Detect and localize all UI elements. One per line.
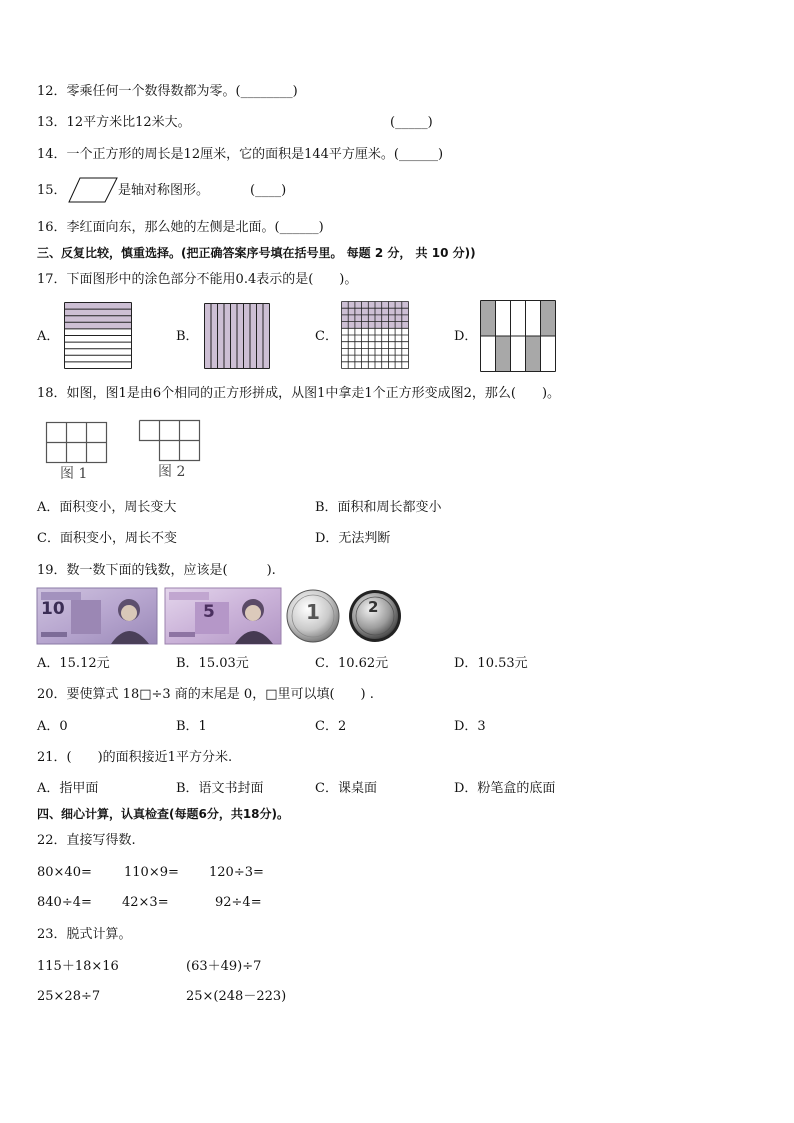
q17-figure-b — [204, 303, 270, 369]
q19-option-a: A．15.12元 — [37, 656, 110, 671]
q17-option-d: D． — [454, 329, 478, 344]
q18-figure-1-label: 图 1 — [60, 466, 88, 482]
q12: 12．零乘任何一个数得数都为零。(________) — [37, 84, 298, 99]
q22-item: 110×9= — [124, 865, 179, 880]
parallelogram-figure — [68, 177, 118, 203]
q14: 14．一个正方形的周长是12厘米，它的面积是144平方厘米。(______) — [37, 147, 444, 162]
q17-figure-d — [480, 300, 556, 372]
q22: 22．直接写得数. — [37, 833, 136, 848]
q17-option-a: A． — [37, 329, 60, 344]
q21: 21．( )的面积接近1平方分米. — [37, 750, 233, 765]
q22-item: 120÷3= — [209, 865, 264, 880]
q22-item: 92÷4= — [215, 895, 262, 910]
section3-title: 三、反复比较，慎重选择。(把正确答案序号填在括号里。 每题 2 分， 共 10 分)) — [37, 246, 476, 260]
q18-figure-2-label: 图 2 — [158, 464, 186, 480]
q18-option-b: B．面积和周长都变小 — [315, 500, 442, 515]
q21-option-d: D．粉笔盒的底面 — [454, 781, 556, 796]
five-yuan-note — [165, 588, 281, 644]
q23-item: 25×(248－223) — [186, 989, 287, 1004]
q20-option-d: D．3 — [454, 719, 486, 734]
q23-item: 115＋18×16 — [37, 959, 119, 974]
q19-option-d: D．10.53元 — [454, 656, 528, 671]
q20: 20．要使算式 18□÷3 商的末尾是 0，□里可以填( ) . — [37, 687, 374, 702]
q23-item: 25×28÷7 — [37, 989, 101, 1004]
ten-yuan-value: 10 — [41, 599, 65, 619]
q19-option-c: C．10.62元 — [315, 656, 389, 671]
q13: 13．12平方米比12米大。 — [37, 115, 191, 130]
q19: 19．数一数下面的钱数，应该是( ). — [37, 563, 276, 578]
q17: 17．下面图形中的涂色部分不能用0.4表示的是( )。 — [37, 272, 358, 287]
q18-option-c: C．面积变小，周长不变 — [37, 531, 177, 546]
q17-option-c: C． — [315, 329, 338, 344]
q20-option-c: C．2 — [315, 719, 347, 734]
five-yuan-value: 5 — [203, 602, 215, 622]
q21-option-c: C．课桌面 — [315, 781, 377, 796]
q18-option-a: A．面积变小，周长变大 — [37, 500, 177, 515]
q17-figure-a — [64, 302, 132, 369]
q23-item: (63＋49)÷7 — [186, 959, 262, 974]
q18-option-d: D．无法判断 — [315, 531, 391, 546]
q15-num: 15． — [37, 183, 67, 198]
q15-text: 是轴对称图形。 — [118, 183, 210, 198]
q21-option-a: A．指甲面 — [37, 781, 99, 796]
q22-item: 80×40= — [37, 865, 92, 880]
q20-option-b: B．1 — [176, 719, 207, 734]
q18-figure-1 — [46, 422, 108, 464]
q22-item: 42×3= — [122, 895, 169, 910]
q17-option-b: B． — [176, 329, 199, 344]
q18-figure-2 — [139, 420, 201, 462]
one-jiao-value: 1 — [306, 600, 320, 624]
q22-item: 840÷4= — [37, 895, 92, 910]
q17-figure-c — [341, 301, 409, 369]
q13-blank: (_____) — [390, 115, 433, 130]
q20-option-a: A．0 — [37, 719, 68, 734]
q19-option-b: B．15.03元 — [176, 656, 249, 671]
two-fen-value: 2 — [368, 598, 379, 616]
q15-blank: (____) — [250, 183, 287, 198]
section4-title: 四、细心计算，认真检查(每题6分，共18分)。 — [37, 807, 290, 821]
q23: 23．脱式计算。 — [37, 927, 132, 942]
q21-option-b: B．语文书封面 — [176, 781, 264, 796]
q16: 16．李红面向东，那么她的左侧是北面。(______) — [37, 220, 324, 235]
q18: 18．如图，图1是由6个相同的正方形拼成，从图1中拿走1个正方形变成图2，那么( )。 — [37, 386, 561, 401]
